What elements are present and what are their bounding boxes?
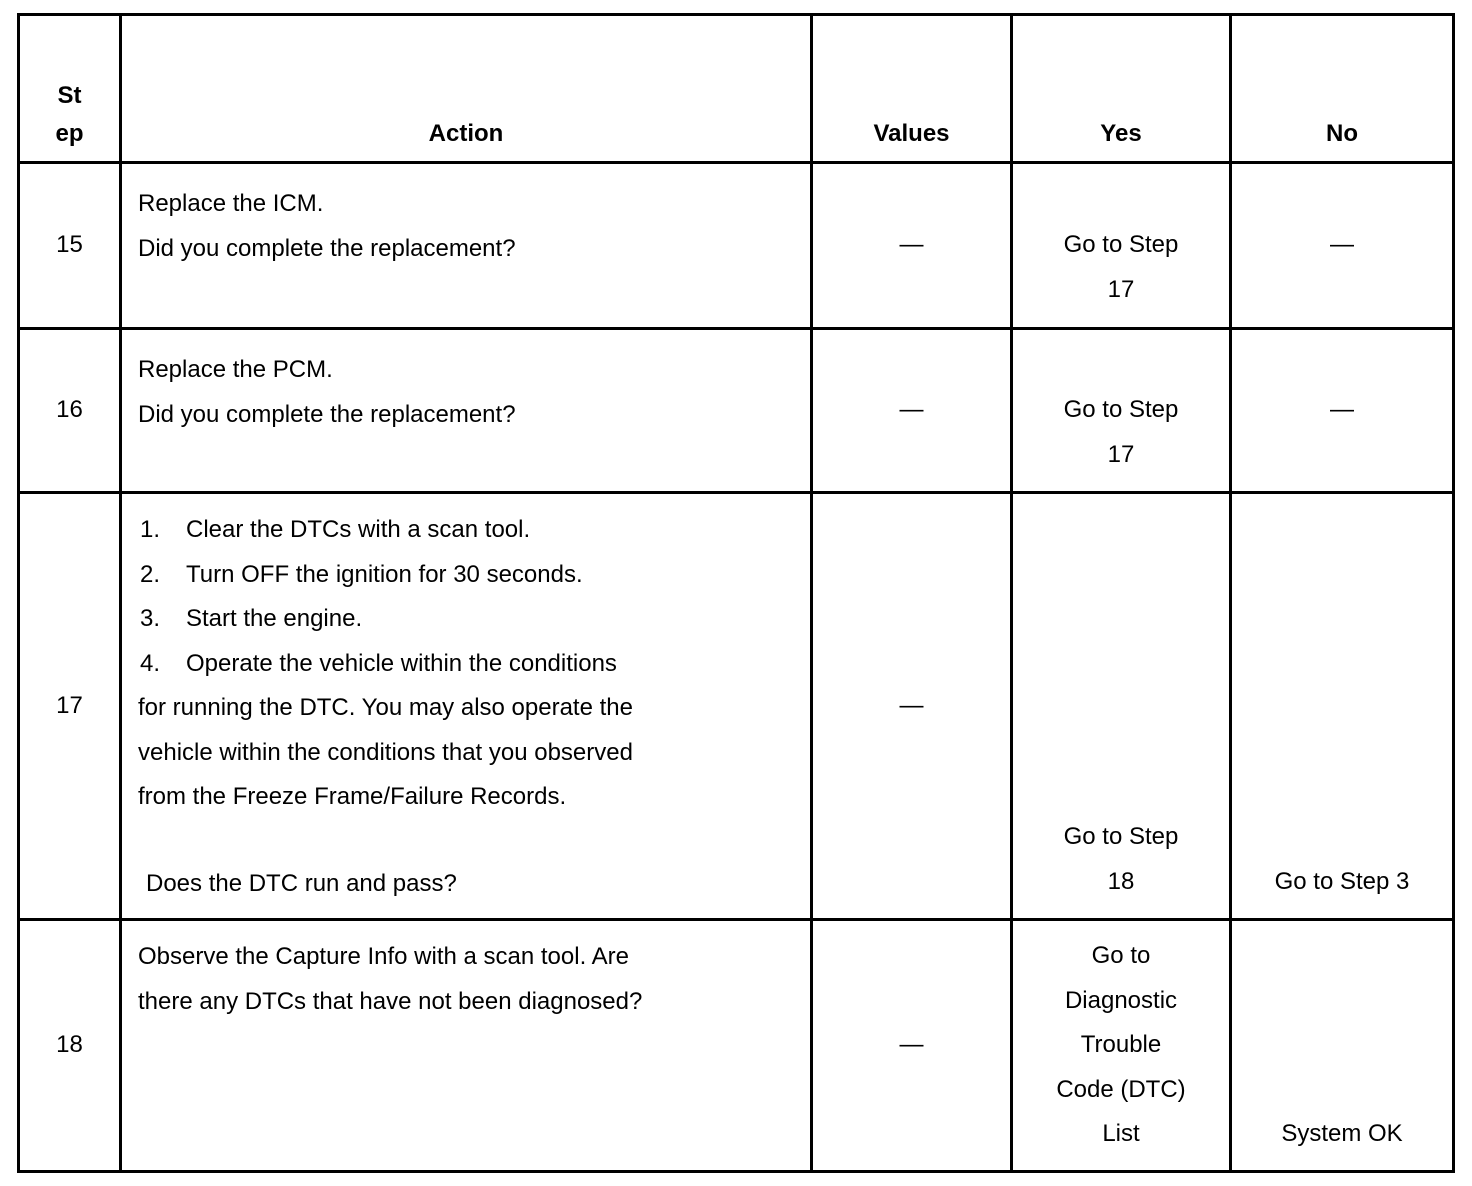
action-cell (121, 329, 812, 493)
action-line: Replace the PCM. (138, 356, 333, 383)
table-row (19, 163, 1454, 329)
header-step: St ep (19, 15, 121, 163)
list-number: 1. (140, 516, 161, 543)
continuation-line: for running the DTC. You may also operate the (138, 694, 633, 721)
yes-cell (1012, 163, 1231, 329)
no-cell: — (1231, 163, 1454, 329)
action-line: Replace the ICM. (138, 190, 324, 217)
list-text: Operate the vehicle within the conditions (186, 649, 617, 677)
yes-cell (1012, 493, 1231, 920)
list-text: Turn OFF the ignition for 30 seconds. (186, 560, 583, 588)
yes-line: Go to Step (1063, 396, 1179, 423)
action-cell (121, 163, 812, 329)
header-row (19, 15, 1454, 163)
yes-line: Go to (1091, 942, 1151, 970)
table-row (19, 329, 1454, 493)
header-yes: Yes (1012, 15, 1231, 163)
continuation-line: vehicle within the conditions that you observed (138, 738, 633, 766)
values-cell: — (812, 163, 1012, 329)
yes-line: Diagnostic (1064, 986, 1178, 1014)
yes-cell (1012, 920, 1231, 1172)
step-number: 17 (19, 493, 121, 920)
list-text: Clear the DTCs with a scan tool. (186, 516, 531, 543)
step-number: 18 (19, 920, 121, 1172)
yes-line: 17 (1107, 440, 1135, 468)
action-cell (121, 920, 812, 1172)
continuation-line: from the Freeze Frame/Failure Records. (138, 783, 567, 810)
no-cell: Go to Step 3 (1231, 493, 1454, 920)
list-text: Start the engine. (186, 605, 363, 632)
question-text: Does the DTC run and pass? (146, 869, 457, 897)
no-cell: — (1231, 329, 1454, 493)
list-number: 2. (140, 560, 161, 588)
values-cell: — (812, 920, 1012, 1172)
list-item (138, 553, 810, 598)
action-line: Observe the Capture Info with a scan tool. Are (138, 943, 629, 970)
list-number: 3. (140, 605, 161, 632)
yes-line: Code (DTC) (1056, 1075, 1186, 1103)
table-row (19, 920, 1454, 1172)
list-item (138, 508, 810, 553)
yes-line: List (1102, 1120, 1140, 1148)
header-action: Action (121, 15, 812, 163)
yes-line: Trouble (1080, 1031, 1162, 1059)
action-line: Did you complete the replacement? (138, 400, 516, 428)
values-cell: — (812, 493, 1012, 920)
header-no: No (1231, 15, 1454, 163)
header-values: Values (812, 15, 1012, 163)
action-line: Did you complete the replacement? (138, 234, 516, 262)
step-number: 15 (19, 163, 121, 329)
spacer (138, 820, 810, 862)
list-item (138, 642, 810, 687)
yes-line: Go to Step (1063, 823, 1179, 850)
yes-cell (1012, 329, 1231, 493)
no-cell: System OK (1231, 920, 1454, 1172)
action-cell (121, 493, 812, 920)
yes-line: Go to Step (1063, 231, 1179, 258)
list-number: 4. (140, 649, 161, 677)
list-item (138, 597, 810, 642)
table-row (19, 493, 1454, 920)
step-number: 16 (19, 329, 121, 493)
yes-line: 17 (1107, 275, 1135, 303)
values-cell: — (812, 329, 1012, 493)
action-line: there any DTCs that have not been diagnosed? (138, 987, 643, 1015)
yes-line: 18 (1107, 867, 1135, 895)
diagnostic-table (17, 13, 1455, 1173)
